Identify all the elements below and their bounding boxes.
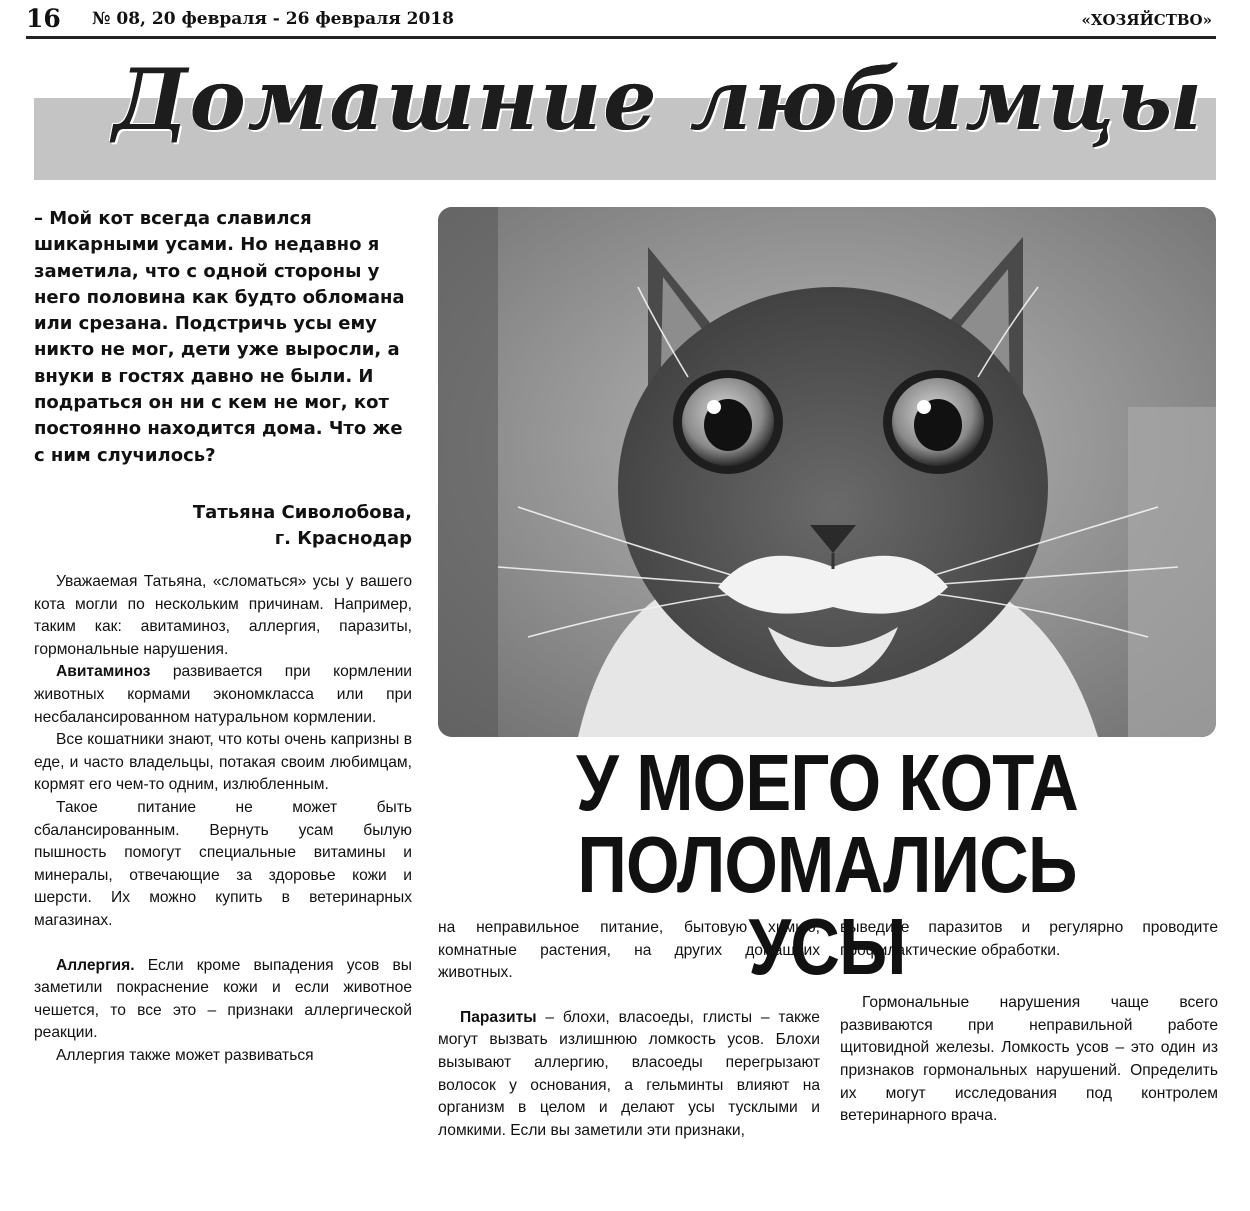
article-column-1 — [34, 571, 412, 1067]
paragraph: на неправильное питание, бытовую химию, комнатные растения, на других домашних животных. — [438, 919, 820, 982]
paragraph-text: Если кроме выпадения усов вы заметили покраснение кожи и если животное чешется, то все это – признаки аллергической реакции. — [34, 956, 412, 1042]
paragraph: Все кошатники знают, что коты очень капризны в еде, и часто владельцы, потакая своим любимцам, кормят его чем-то одним, излюбленным. — [34, 731, 412, 794]
cat-illustration — [438, 207, 1216, 737]
term-allergy: Аллергия. — [56, 956, 135, 974]
paragraph — [34, 955, 412, 1045]
article-column-3 — [840, 917, 1218, 1128]
term-parasites: Паразиты — [460, 1008, 537, 1026]
paragraph: Гормональные нарушения чаще всего развиваются при неправильной работе щитовидной железы. Ломкость усов – это один из признаков гормональных нарушений. Определить их могут исследования под контролем ветеринарного врача. — [840, 994, 1218, 1125]
paragraph: выведите паразитов и регулярно проводите профилактические обработки. — [840, 919, 1218, 959]
headline-line-2: ПОЛОМАЛИСЬ УСЫ — [577, 820, 1077, 991]
rubric-title: Домашние любимцы — [112, 50, 1204, 149]
letter-signature — [60, 500, 412, 553]
paragraph — [34, 661, 412, 729]
paragraph-text: – блохи, власоеды, глисты – также могут вызвать излишнюю ломкость усов. Блохи вызывают аллергию, власоеды перегрызают волосок у основания, а гельминты влияют на организм в целом и делают усы тусклыми и ломкими. Если вы заметили эти признаки, — [438, 1008, 820, 1139]
paragraph-text: развивается при кормлении животных кормами экономкласса или при несбалансированном натуральном кормлении. — [34, 663, 412, 726]
headline-line-1: У МОЕГО КОТА — [576, 738, 1078, 827]
paragraph: Уважаемая Татьяна, «сломаться» усы у вашего кота могли по нескольким причинам. Например, таким как: авитаминоз, аллергия, паразиты, гормональные нарушения. — [34, 573, 412, 658]
newspaper-name: «ХОЗЯЙСТВО» — [1081, 11, 1212, 29]
reader-letter — [34, 206, 412, 469]
header-rule — [26, 36, 1216, 39]
issue-info: № 08, 20 февраля - 26 февраля 2018 — [92, 9, 454, 29]
article-column-2 — [438, 917, 820, 1142]
paragraph: Такое питание не может быть сбалансированным. Вернуть усам былую пышность помогут специальные витамины и минералы, отвечающие за здоровье кожи и шерсти. Их можно купить в ветеринарных магазинах. — [34, 798, 412, 929]
term-avitaminoz: Авитаминоз — [56, 663, 151, 681]
paragraph — [438, 1007, 820, 1143]
letter-author: Татьяна Сиволобова, — [192, 502, 412, 523]
letter-text: – Мой кот всегда славился шикарными усами. Но недавно я заметила, что с одной стороны у него половина как будто обломана или срезана. Подстричь усы ему никто не мог, дети уже выросли, а внуки в гостях давно не были. И подраться он ни с кем не мог, кот постоянно находится дома. Что же с ним случилось? — [34, 208, 405, 466]
letter-city: г. Краснодар — [274, 528, 412, 550]
page-number: 16 — [26, 4, 61, 33]
cat-photo — [438, 207, 1216, 737]
paragraph: Аллергия также может развиваться — [56, 1046, 314, 1064]
